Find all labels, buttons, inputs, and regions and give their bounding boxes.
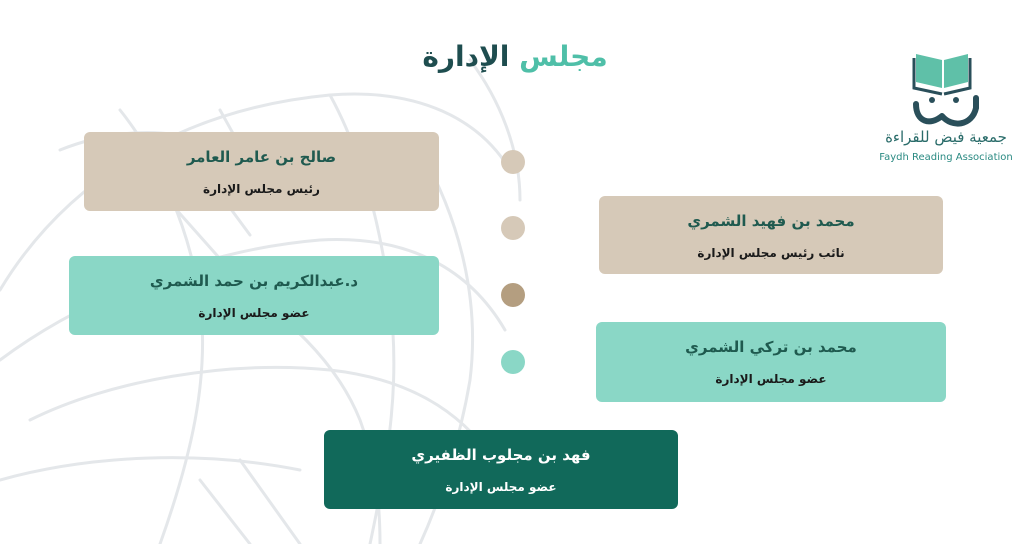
member-name: د.عبدالكريم بن حمد الشمري <box>149 272 359 290</box>
member-name: محمد بن تركي الشمري <box>685 338 857 356</box>
timeline-dot-1 <box>501 150 525 174</box>
member-name: صالح بن عامر العامر <box>186 148 337 166</box>
member-card-member-1 <box>69 256 439 335</box>
timeline-dot-4 <box>501 350 525 374</box>
logo-arabic-name: جمعية فيض للقراءة <box>885 128 1007 146</box>
member-role: عضو مجلس الإدارة <box>715 372 827 386</box>
member-role: عضو مجلس الإدارة <box>445 480 557 494</box>
member-card-member-3 <box>324 430 678 509</box>
member-name: محمد بن فهيد الشمري <box>687 212 855 230</box>
member-role: نائب رئيس مجلس الإدارة <box>697 246 845 260</box>
title-word-administration: الإدارة <box>422 40 510 73</box>
member-role: عضو مجلس الإدارة <box>198 306 310 320</box>
member-role: رئيس مجلس الإدارة <box>203 182 320 196</box>
timeline-dot-3 <box>501 283 525 307</box>
page-title <box>380 40 650 73</box>
member-card-member-2 <box>596 322 946 402</box>
logo-english-name: Faydh Reading Association <box>879 152 1013 163</box>
member-card-chairman <box>84 132 439 211</box>
member-name: فهد بن مجلوب الظفيري <box>411 446 591 464</box>
timeline-dot-2 <box>501 216 525 240</box>
member-card-vice-chairman <box>599 196 943 274</box>
title-word-council: مجلس <box>519 40 608 73</box>
